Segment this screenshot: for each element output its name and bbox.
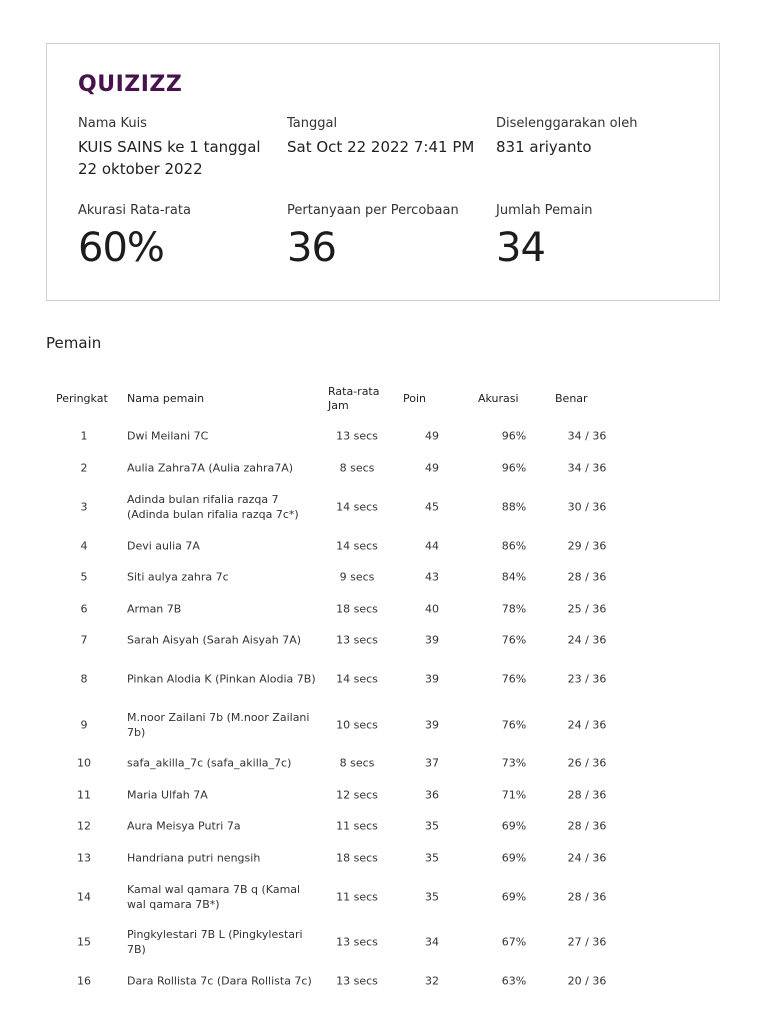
cell-correct: 28 / 36 xyxy=(567,890,607,903)
cell-avg-time: 18 secs xyxy=(336,602,378,615)
questions-label: Pertanyaan per Percobaan xyxy=(287,203,459,218)
cell-points: 40 xyxy=(425,602,439,615)
cell-rank: 5 xyxy=(80,570,88,584)
cell-correct: 30 / 36 xyxy=(567,500,607,513)
questions-value: 36 xyxy=(287,225,336,271)
cell-rank: 3 xyxy=(80,500,88,513)
cell-rank: 10 xyxy=(77,756,91,770)
cell-correct: 28 / 36 xyxy=(567,570,607,584)
date-field xyxy=(287,116,487,158)
players-label: Jumlah Pemain xyxy=(496,203,593,218)
cell-rank: 2 xyxy=(80,461,88,474)
cell-name: Adinda bulan rifalia razqa 7 (Adinda bulan rifalia razqa 7c*) xyxy=(127,492,299,521)
cell-correct: 26 / 36 xyxy=(567,756,607,770)
cell-correct: 20 / 36 xyxy=(567,974,607,987)
cell-rank: 11 xyxy=(77,788,91,801)
cell-rank: 4 xyxy=(80,539,88,552)
cell-avg-time: 14 secs xyxy=(336,539,378,552)
table-row xyxy=(46,920,626,964)
cell-accuracy: 88% xyxy=(501,500,527,513)
cell-accuracy: 86% xyxy=(501,539,527,552)
cell-correct: 34 / 36 xyxy=(567,429,607,443)
header-avg-time: Rata-rata Jam xyxy=(328,385,380,412)
section-title-players: Pemain xyxy=(46,334,102,352)
cell-correct: 27 / 36 xyxy=(567,935,607,949)
table-row xyxy=(46,420,626,452)
cell-points: 39 xyxy=(425,633,439,647)
cell-rank: 8 xyxy=(80,672,88,686)
cell-correct: 28 / 36 xyxy=(567,819,607,833)
cell-name: Sarah Aisyah (Sarah Aisyah 7A) xyxy=(127,633,302,647)
cell-avg-time: 13 secs xyxy=(336,935,378,949)
cell-name: Kamal wal qamara 7B q (Kamal wal qamara 7B*) xyxy=(127,882,301,911)
cell-accuracy: 76% xyxy=(501,633,527,647)
cell-correct: 24 / 36 xyxy=(567,718,607,731)
date-label: Tanggal xyxy=(287,116,338,131)
cell-accuracy: 84% xyxy=(501,570,527,584)
table-row xyxy=(46,873,626,920)
table-row xyxy=(46,452,626,483)
cell-points: 34 xyxy=(425,935,439,949)
table-row xyxy=(46,964,626,997)
accuracy-label: Akurasi Rata-rata xyxy=(78,203,191,218)
cell-avg-time: 8 secs xyxy=(339,756,375,770)
cell-name: Aulia Zahra7A (Aulia zahra7A) xyxy=(127,461,294,474)
table-row xyxy=(46,624,626,656)
cell-rank: 16 xyxy=(77,974,91,987)
cell-avg-time: 13 secs xyxy=(336,429,378,443)
cell-accuracy: 69% xyxy=(501,890,527,903)
table-row xyxy=(46,779,626,810)
players-table xyxy=(46,376,626,997)
cell-points: 35 xyxy=(425,890,439,903)
cell-name: Maria Ulfah 7A xyxy=(127,788,208,801)
cell-avg-time: 8 secs xyxy=(339,461,375,474)
cell-rank: 1 xyxy=(80,429,88,443)
cell-points: 32 xyxy=(425,974,439,987)
table-row xyxy=(46,561,626,593)
cell-name: Dwi Meilani 7C xyxy=(127,429,209,443)
cell-rank: 12 xyxy=(77,819,91,833)
cell-name: Pinkan Alodia K (Pinkan Alodia 7B) xyxy=(127,672,316,686)
cell-points: 37 xyxy=(425,756,439,770)
quiz-name-label: Nama Kuis xyxy=(78,116,147,131)
cell-rank: 6 xyxy=(80,602,88,615)
table-row xyxy=(46,702,626,747)
table-header xyxy=(46,376,626,420)
table-row xyxy=(46,810,626,842)
cell-name: Dara Rollista 7c (Dara Rollista 7c) xyxy=(127,974,312,987)
cell-points: 39 xyxy=(425,672,439,686)
quiz-name-value: KUIS SAINS ke 1 tanggal 22 oktober 2022 xyxy=(78,138,261,178)
cell-accuracy: 76% xyxy=(501,718,527,731)
table-row xyxy=(46,842,626,873)
table-row xyxy=(46,530,626,561)
cell-accuracy: 69% xyxy=(501,851,527,864)
cell-correct: 24 / 36 xyxy=(567,633,607,647)
cell-rank: 13 xyxy=(77,851,91,864)
cell-accuracy: 73% xyxy=(501,756,527,770)
cell-rank: 9 xyxy=(80,718,88,731)
cell-name: Devi aulia 7A xyxy=(127,539,200,552)
cell-accuracy: 67% xyxy=(501,935,527,949)
cell-name: Pingkylestari 7B L (Pingkylestari 7B) xyxy=(127,928,303,956)
cell-avg-time: 14 secs xyxy=(336,500,378,513)
quizizz-logo: QUIZIZZ xyxy=(78,72,183,97)
host-value: 831 ariyanto xyxy=(496,138,592,156)
cell-avg-time: 10 secs xyxy=(336,718,378,731)
cell-points: 35 xyxy=(425,819,439,833)
cell-correct: 25 / 36 xyxy=(567,602,607,615)
cell-avg-time: 11 secs xyxy=(336,890,378,903)
cell-rank: 15 xyxy=(77,935,91,949)
header-accuracy: Akurasi xyxy=(478,392,519,405)
cell-avg-time: 9 secs xyxy=(339,570,375,584)
cell-points: 49 xyxy=(425,461,439,474)
accuracy-value: 60% xyxy=(78,225,164,271)
cell-name: Aura Meisya Putri 7a xyxy=(127,819,241,833)
cell-points: 49 xyxy=(425,429,439,443)
cell-correct: 28 / 36 xyxy=(567,788,607,801)
cell-name: Arman 7B xyxy=(127,602,182,615)
cell-accuracy: 78% xyxy=(501,602,527,615)
cell-accuracy: 96% xyxy=(501,429,527,443)
date-value: Sat Oct 22 2022 7:41 PM xyxy=(287,138,475,156)
cell-avg-time: 13 secs xyxy=(336,974,378,987)
cell-name: Handriana putri nengsih xyxy=(127,851,261,864)
cell-points: 36 xyxy=(425,788,439,801)
header-rank: Peringkat xyxy=(56,392,108,405)
table-body xyxy=(46,420,626,997)
cell-correct: 24 / 36 xyxy=(567,851,607,864)
quiz-summary-card xyxy=(46,43,720,301)
cell-avg-time: 11 secs xyxy=(336,819,378,833)
cell-avg-time: 12 secs xyxy=(336,788,378,801)
cell-points: 43 xyxy=(425,570,439,584)
table-row xyxy=(46,483,626,530)
cell-accuracy: 96% xyxy=(501,461,527,474)
cell-accuracy: 71% xyxy=(501,788,527,801)
cell-avg-time: 18 secs xyxy=(336,851,378,864)
cell-points: 35 xyxy=(425,851,439,864)
header-correct: Benar xyxy=(555,392,588,405)
header-name: Nama pemain xyxy=(127,392,205,405)
cell-rank: 14 xyxy=(77,890,91,903)
cell-correct: 29 / 36 xyxy=(567,539,607,552)
cell-points: 45 xyxy=(425,500,439,513)
accuracy-stat xyxy=(78,203,278,271)
cell-avg-time: 14 secs xyxy=(336,672,378,686)
cell-accuracy: 76% xyxy=(501,672,527,686)
cell-rank: 7 xyxy=(80,633,88,647)
cell-points: 44 xyxy=(425,539,439,552)
quiz-name-field xyxy=(78,116,278,180)
cell-accuracy: 63% xyxy=(501,974,527,987)
cell-name: M.noor Zailani 7b (M.noor Zailani 7b) xyxy=(127,710,310,739)
players-value: 34 xyxy=(496,225,545,271)
table-row xyxy=(46,747,626,779)
table-row xyxy=(46,656,626,702)
cell-correct: 23 / 36 xyxy=(567,672,607,686)
questions-stat xyxy=(287,203,487,271)
cell-name: Siti aulya zahra 7c xyxy=(127,570,229,584)
table-row xyxy=(46,593,626,624)
cell-accuracy: 69% xyxy=(501,819,527,833)
cell-points: 39 xyxy=(425,718,439,731)
cell-correct: 34 / 36 xyxy=(567,461,607,474)
cell-avg-time: 13 secs xyxy=(336,633,378,647)
host-label: Diselenggarakan oleh xyxy=(496,116,638,131)
players-stat xyxy=(496,203,696,271)
cell-name: safa_akilla_7c (safa_akilla_7c) xyxy=(127,756,292,770)
header-points: Poin xyxy=(403,392,426,405)
host-field xyxy=(496,116,696,158)
